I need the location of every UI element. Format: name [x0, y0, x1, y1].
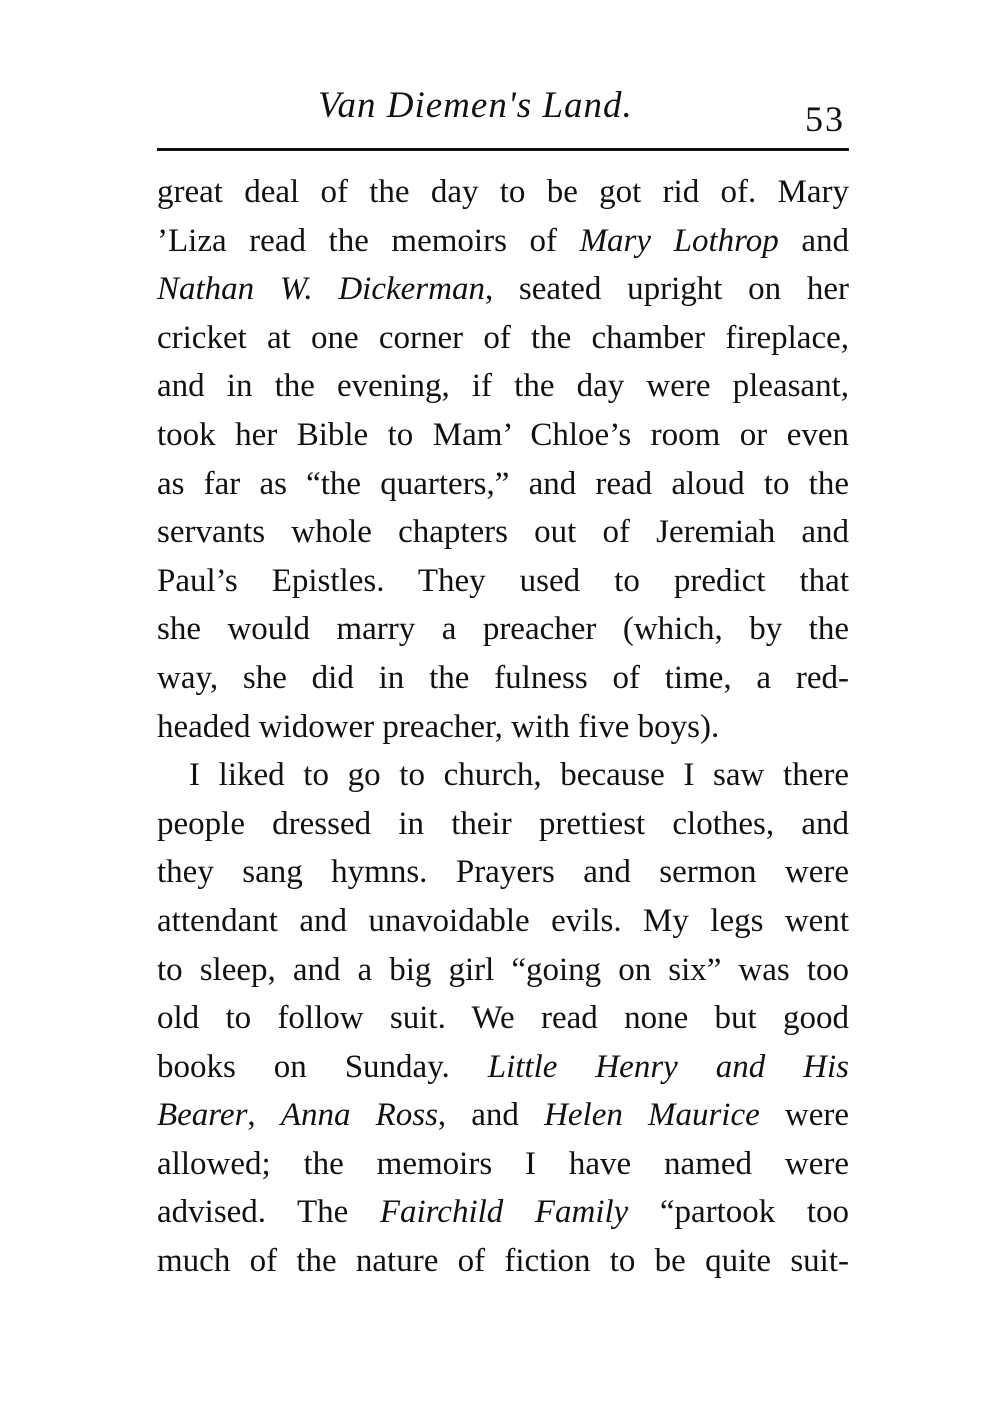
text-run: great deal of the day to be got rid of. Mary — [157, 174, 849, 210]
text-run: advised. The — [157, 1194, 380, 1231]
text-line — [157, 1237, 849, 1286]
paragraph-1 — [157, 168, 849, 751]
text-run: Paul’s Epistles. They used to predict that — [157, 562, 849, 599]
text-line — [157, 605, 849, 654]
text-run: headed widower preacher, with five boys). — [157, 708, 720, 745]
text-line — [157, 168, 849, 217]
text-line — [157, 751, 849, 800]
text-run: attendant and unavoidable evils. My legs went — [157, 902, 849, 939]
italic-title: Bearer — [157, 1097, 248, 1134]
body-text — [157, 168, 849, 1286]
text-line — [157, 654, 849, 703]
italic-title: Mary Lothrop — [579, 222, 779, 259]
text-run: old to follow suit. We read none but good — [157, 1000, 849, 1037]
text-line — [157, 848, 849, 897]
text-line — [157, 314, 849, 363]
italic-title: Nathan W. Dickerman — [157, 271, 485, 308]
text-line — [157, 897, 849, 946]
text-run: , seated upright on her — [484, 271, 849, 308]
text-run: , and — [437, 1097, 545, 1134]
header-rule — [157, 148, 849, 151]
text-run: “partook too — [628, 1194, 850, 1231]
text-line — [157, 217, 849, 266]
text-run: people dressed in their prettiest clothes, and — [157, 805, 849, 842]
running-title: Van Diemen's Land. — [318, 85, 633, 126]
page-header — [0, 0, 1000, 160]
italic-title: Anna Ross — [280, 1097, 438, 1134]
text-run: and in the evening, if the day were pleasant, — [157, 368, 849, 405]
text-line — [157, 1188, 849, 1237]
text-run: cricket at one corner of the chamber fireplace, — [157, 319, 849, 356]
text-line — [157, 703, 849, 752]
text-run: , — [247, 1097, 281, 1134]
text-line — [157, 946, 849, 995]
text-line — [157, 994, 849, 1043]
text-run: to sleep, and a big girl “going on six” was too — [157, 951, 849, 988]
text-line — [157, 265, 849, 314]
text-line — [157, 1140, 849, 1189]
text-run: took her Bible to Mam’ Chloe’s room or even — [157, 416, 849, 453]
text-run: as far as “the quarters,” and read aloud to the — [157, 465, 849, 502]
paragraph-2 — [157, 751, 849, 1286]
text-run: she would marry a preacher (which, by the — [157, 611, 849, 648]
text-line — [157, 1091, 849, 1140]
text-line — [157, 411, 849, 460]
italic-title: Helen Maurice — [544, 1097, 760, 1134]
text-run: servants whole chapters out of Jeremiah and — [157, 514, 849, 551]
italic-title: Fairchild Family — [379, 1194, 629, 1231]
text-run: way, she did in the fulness of time, a red- — [157, 659, 849, 696]
text-run: ’Liza read the memoirs of — [157, 222, 580, 259]
text-run: I liked to go to church, because I saw there — [189, 757, 849, 794]
text-line — [157, 800, 849, 849]
text-run: books on Sunday. — [157, 1048, 488, 1085]
page-number: 53 — [805, 99, 845, 139]
text-run: and — [778, 222, 849, 259]
text-run: much of the nature of fiction to be quite suit- — [157, 1243, 849, 1280]
text-run: were — [759, 1097, 850, 1134]
text-line — [157, 508, 849, 557]
text-line — [157, 460, 849, 509]
text-run: they sang hymns. Prayers and sermon were — [157, 854, 849, 891]
text-line — [157, 1043, 849, 1092]
text-run: allowed; the memoirs I have named were — [157, 1145, 849, 1182]
text-line — [157, 362, 849, 411]
italic-title: Little Henry and His — [487, 1048, 849, 1085]
text-line — [157, 557, 849, 606]
